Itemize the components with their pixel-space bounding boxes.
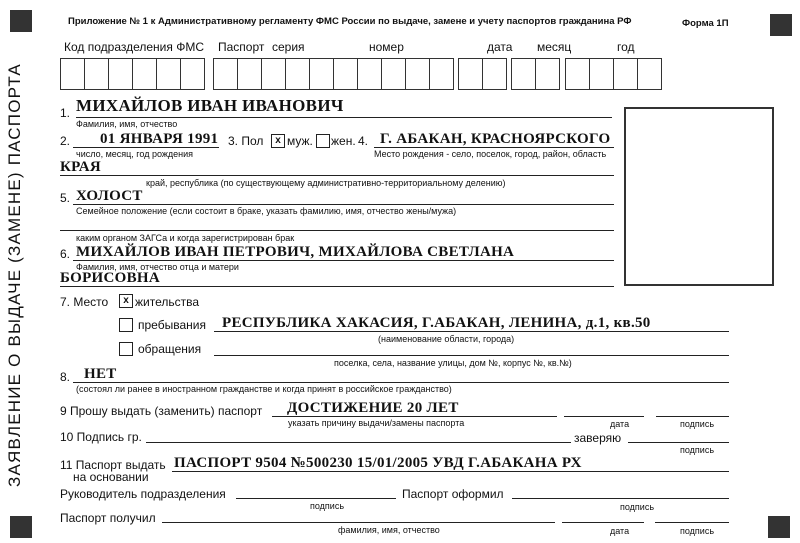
citizenship-value[interactable]: НЕТ — [84, 366, 117, 382]
full-name-caption: Фамилия, имя, отчество — [76, 119, 178, 129]
request-date-caption: дата — [610, 419, 630, 429]
month-cells[interactable] — [511, 58, 560, 90]
appeal-checkbox[interactable] — [119, 342, 133, 356]
field-2-number: 2. — [60, 134, 71, 148]
residence-checkbox[interactable]: х — [119, 294, 133, 308]
certify-sign-caption: подпись — [680, 445, 715, 455]
reason-value[interactable]: ДОСТИЖЕНИЕ 20 ЛЕТ — [287, 400, 459, 416]
year-cells[interactable] — [565, 58, 662, 90]
sex-female-label: жен. — [331, 134, 356, 148]
appeal-label: обращения — [138, 342, 202, 356]
field-5-number: 5. — [60, 191, 71, 205]
sex-label: 3. Пол — [228, 134, 264, 148]
fms-code-cells[interactable] — [60, 58, 205, 90]
citizenship-caption: (состоял ли ранее в иностранном гражданстве и когда принят в российское гражданство) — [76, 384, 452, 394]
request-label: 9 Прошу выдать (заменить) паспорт — [60, 404, 263, 418]
signature-label: 10 Подпись гр. — [60, 430, 142, 444]
label-year: год — [617, 40, 635, 54]
parents-caption: Фамилия, имя, отчество отца и матери — [76, 262, 239, 272]
head-label: Руководитель подразделения — [60, 487, 226, 501]
side-title: ЗАЯВЛЕНИЕ О ВЫДАЧЕ (ЗАМЕНЕ) ПАСПОРТА — [5, 63, 24, 487]
address-caption: (наименование области, города) — [378, 334, 515, 344]
label-fms-code: Код подразделения ФМС — [64, 40, 204, 54]
stay-checkbox[interactable] — [119, 318, 133, 332]
marital-status-value[interactable]: ХОЛОСТ — [76, 188, 143, 204]
issued-by-label: Паспорт оформил — [402, 487, 504, 501]
birth-place-caption-2: край, республика (по существующему административно-территориальному делению) — [146, 178, 506, 188]
birth-place-value[interactable]: Г. АБАКАН, КРАСНОЯРСКОГО — [380, 131, 611, 147]
field-8-number: 8. — [60, 370, 71, 384]
corner-marker-bottom-left — [10, 516, 32, 538]
issue-basis-label: на основании — [73, 470, 149, 484]
full-name-value[interactable]: МИХАЙЛОВ ИВАН ИВАНОВИЧ — [76, 96, 344, 115]
field-4-number: 4. — [358, 134, 369, 148]
corner-marker-top-left — [10, 10, 32, 32]
issue-label: 11 Паспорт выдать — [60, 458, 166, 472]
header-title: Приложение № 1 к Административному регламенту ФМС России по выдаче, замене и учету паспортов гражданина РФ — [68, 16, 632, 27]
address-caption-2: поселка, села, название улицы, дом №, корпус №, кв.№) — [334, 358, 572, 368]
residence-label: жительства — [135, 295, 200, 309]
received-sign-caption: подпись — [680, 526, 715, 536]
corner-marker-bottom-right — [768, 516, 790, 538]
photo-box — [624, 107, 774, 286]
field-6-number: 6. — [60, 247, 71, 261]
passport-number-cells[interactable] — [309, 58, 454, 90]
received-date-caption: дата — [610, 526, 630, 536]
received-label: Паспорт получил — [60, 511, 156, 525]
sex-female-checkbox[interactable] — [316, 134, 330, 148]
birth-place-caption: Место рождения - село, поселок, город, район, область — [374, 149, 607, 159]
place-label: 7. Место — [60, 295, 109, 309]
certify-label: заверяю — [574, 431, 622, 445]
parents-value[interactable]: МИХАЙЛОВ ИВАН ПЕТРОВИЧ, МИХАЙЛОВА СВЕТЛАНА — [76, 244, 515, 260]
parents-value-2[interactable]: БОРИСОВНА — [60, 270, 161, 286]
sex-male-label: муж. — [287, 134, 313, 148]
form-number: Форма 1П — [682, 18, 729, 29]
label-series: серия — [272, 40, 305, 54]
issue-basis-value[interactable]: ПАСПОРТ 9504 №500230 15/01/2005 УВД Г.АБАКАНА РХ — [174, 455, 582, 471]
birth-place-value-2[interactable]: КРАЯ — [60, 159, 101, 175]
passport-series-cells[interactable] — [213, 58, 310, 90]
head-sign-caption: подпись — [310, 501, 345, 511]
field-1-number: 1. — [60, 106, 71, 120]
address-value[interactable]: РЕСПУБЛИКА ХАКАСИЯ, Г.АБАКАН, ЛЕНИНА, д.1, кв.50 — [222, 315, 651, 331]
marital-status-caption: Семейное положение (если состоит в браке, указать фамилию, имя, отчество жены/мужа) — [76, 206, 457, 216]
date-cells[interactable] — [458, 58, 507, 90]
label-month: месяц — [537, 40, 572, 54]
marriage-registration-caption: каким органом ЗАГСа и когда зарегистрирован брак — [76, 233, 295, 243]
sex-male-checkbox[interactable]: х — [271, 134, 285, 148]
issued-by-sign-caption: подпись — [620, 502, 655, 512]
received-name-caption: фамилия, имя, отчество — [338, 525, 440, 535]
label-passport: Паспорт — [218, 40, 265, 54]
birth-date-value[interactable]: 01 ЯНВАРЯ 1991 — [100, 131, 219, 147]
stay-label: пребывания — [138, 318, 206, 332]
reason-caption: указать причину выдачи/замены паспорта — [288, 418, 465, 428]
request-sign-caption: подпись — [680, 419, 715, 429]
label-number: номер — [369, 40, 404, 54]
corner-marker-top-right — [770, 14, 792, 36]
label-date: дата — [487, 40, 513, 54]
birth-date-caption: число, месяц, год рождения — [76, 149, 193, 159]
